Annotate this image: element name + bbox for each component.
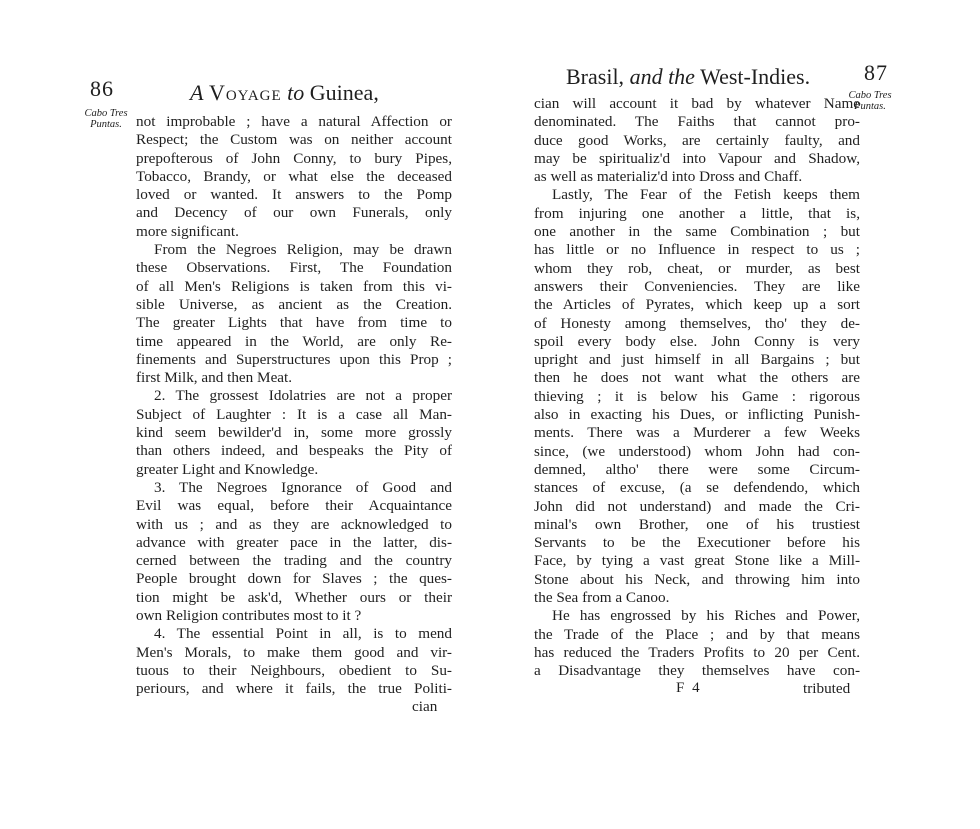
text-line: He has engrossed by his Riches and Power, [552,607,860,625]
text-line: sible Universe, as ancient as the Creation. [136,295,452,313]
catchword-right: tributed [803,680,851,697]
text-line: thieving ; it is below his Game : rigorous [534,387,860,405]
running-head-place: Guinea, [309,80,379,105]
running-head-left [190,80,379,106]
text-line: may be spiritualiz'd into Vapour and Shadow, [534,149,860,167]
text-line: Lastly, The Fear of the Fetish keeps them [552,186,860,204]
text-line: denominated. The Faiths that cannot pro- [534,113,860,131]
text-line: as well as materializ'd into Dross and Chaff. [534,168,803,186]
text-line: tion might be ask'd, Whether ours or their [136,588,452,606]
running-head-article: A [190,80,204,105]
text-line: of all Men's Religions is taken from this vi- [136,277,452,295]
text-line: and Decency of our own Funerals, only [136,204,452,222]
text-line: spoil every body else. John Conny is very [534,332,860,350]
text-line: cian will account it bad by whatever Name [534,95,860,112]
text-line: these Observations. First, The Foundation [136,259,452,277]
text-line: Evil was equal, before their Acquaintance [136,497,452,515]
text-line: the Articles of Pyrates, which keep up a sort [534,296,860,314]
text-line: ments. There was a Murderer a few Weeks [534,424,860,442]
text-line: duce good Works, are certainly faulty, and [534,131,860,149]
text-line: upright and just himself in all Bargains ; but [534,351,860,369]
text-line: From the Negroes Religion, may be drawn [154,241,452,259]
text-line: whom they rob, cheat, or murder, as best [534,259,860,277]
text-line: loved or wanted. It answers to the Pomp [136,186,452,204]
text-line: has little or no Influence in respect to us ; [534,241,860,259]
text-line: one another in the same Combination ; but [534,223,860,241]
running-head-right [566,64,810,90]
text-line: 2. The grossest Idolatries are not a proper [154,387,452,405]
text-line: John did not understand) and made the Cri- [534,497,860,515]
running-head-voyage: Voyage [208,80,282,105]
text-line: Tobacco, Brandy, or what else the deceased [136,167,452,185]
text-line: a Disadvantage they themselves have con- [534,662,860,680]
text-line: minal's own Brother, one of his trustiest [534,515,860,533]
text-line: first Milk, and then Meat. [136,369,293,387]
text-line: since, (we understood) whom John had con- [534,442,860,460]
text-line: Subject of Laughter : It is a case all Man- [136,405,452,423]
text-line: more significant. [136,222,239,240]
text-line: Men's Morals, to make them good and vir- [136,643,452,661]
catchword-left: cian [412,698,438,715]
text-line: with us ; and as they are acknowledged to [136,515,452,533]
text-line: 3. The Negroes Ignorance of Good and [154,478,452,496]
right-page [490,0,980,829]
text-line: of Honesty among themselves, tho' they de- [534,314,860,332]
text-line: kind seem bewilder'd in, some more grossly [136,424,452,442]
text-line: 4. The essential Point in all, is to mend [154,625,452,643]
text-line: tuous to their Neighbours, obedient to Su- [136,661,452,679]
text-line: the Sea from a Canoo. [534,589,670,607]
running-head-place2: West-Indies. [700,64,811,89]
text-line: The greater Lights that have from time to [136,314,452,332]
page-number-left: 86 [90,76,114,101]
text-line: stances of excuse, (a se defendendo, which [534,479,860,497]
text-line: greater Light and Knowledge. [136,460,319,478]
text-line: advance with greater pace in the latter, dis- [136,533,452,551]
text-line: demned, altho' there were some Circum- [534,460,860,478]
body-text-left [136,113,452,699]
page-number-right: 87 [864,60,888,85]
text-line: own Religion contributes most to it ? [136,607,362,625]
running-head-place1: Brasil, [566,64,625,89]
signature-mark: F 4 [676,680,702,696]
body-text-right [534,95,860,681]
text-line: prepofterous of John Conny, to bury Pipes, [136,149,452,167]
text-line: periours, and where it fails, the true Politi- [136,680,452,698]
text-line: cerned between the trading and the country [136,552,452,570]
text-line: than others indeed, and bespeaks the Pity of [136,442,452,460]
text-line: finements and Superstructures upon this Prop ; [136,350,452,368]
text-line: answers their Conveniencies. They are like [534,277,860,295]
text-line: Respect; the Custom was on neither account [136,131,452,149]
text-line: from injuring one another a little, that is, [534,204,860,222]
running-head-to: to [287,80,305,105]
text-line: also in exacting his Dues, or inflicting Punish- [534,406,860,424]
text-line: Face, by tying a vast great Stone like a Mill- [534,552,860,570]
text-line: People brought down for Slaves ; the ques- [136,570,452,588]
text-line: time appeared in the World, are only Re- [136,332,452,350]
text-line: not improbable ; have a natural Affection or [136,113,452,130]
running-head-and-the: and the [629,64,695,89]
text-line: Stone about his Neck, and throwing him into [534,570,860,588]
margin-note-left: Cabo Tres Puntas. [84,108,128,130]
text-line: then he does not want what the others are [534,369,860,387]
text-line: has reduced the Traders Profits to 20 per Cent. [534,643,860,661]
text-line: Servants to be the Executioner before his [534,534,860,552]
text-line: the Trade of the Place ; and by that means [534,625,860,643]
margin-note-right: Cabo Tres Puntas. [848,90,892,112]
